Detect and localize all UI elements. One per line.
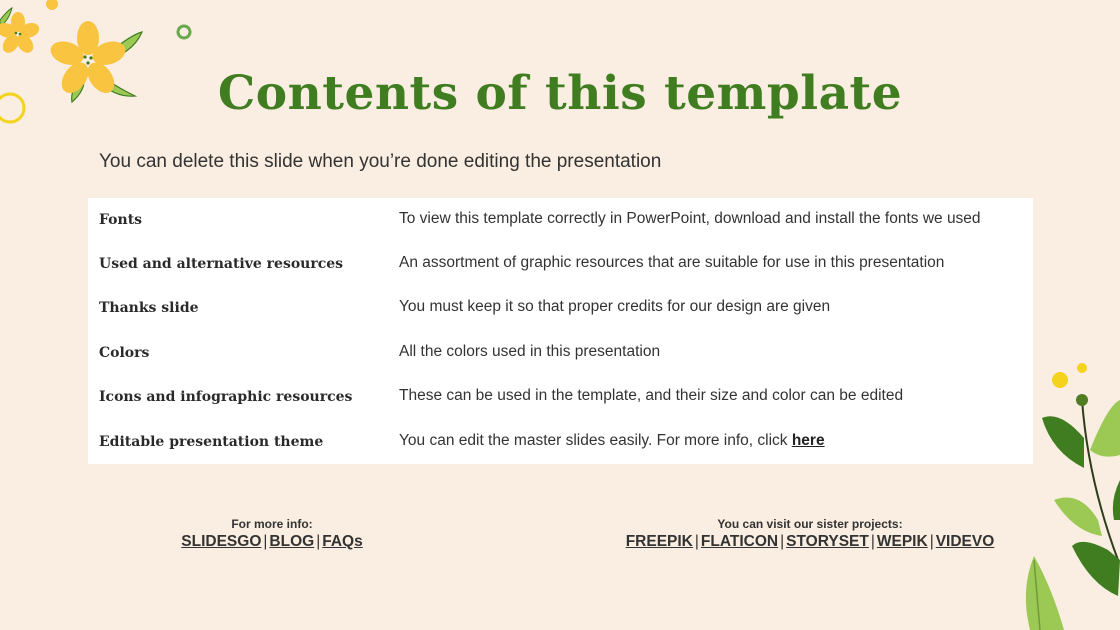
row-description: These can be used in the template, and their size and color can be edited xyxy=(399,387,904,404)
wepik-link[interactable]: WEPIK xyxy=(876,533,928,550)
row-label: Used and alternative resources xyxy=(99,256,344,272)
row-label: Editable presentation theme xyxy=(99,434,324,450)
table-row xyxy=(88,375,1033,419)
videvo-link[interactable]: VIDEVO xyxy=(935,533,995,550)
slidesgo-link[interactable]: SLIDESGO xyxy=(181,533,262,550)
faqs-link[interactable]: FAQs xyxy=(322,533,363,550)
row-label: Colors xyxy=(99,345,150,361)
flaticon-link[interactable]: FLATICON xyxy=(700,533,779,550)
row-label: Fonts xyxy=(99,212,143,228)
footer-heading: For more info: xyxy=(231,517,313,531)
footer-links: SLIDESGO | BLOG | FAQs xyxy=(181,533,363,550)
footer-more-info xyxy=(172,517,372,551)
freepik-link[interactable]: FREEPIK xyxy=(625,533,693,550)
table-row xyxy=(88,420,1033,464)
table-row xyxy=(88,331,1033,375)
table-row xyxy=(88,242,1033,286)
page-subtitle: You can delete this slide when you’re done editing the presentation xyxy=(99,151,662,172)
row-description: All the colors used in this presentation xyxy=(399,343,661,360)
blog-link[interactable]: BLOG xyxy=(269,533,315,550)
footer-sister-projects xyxy=(600,517,1020,551)
table-row xyxy=(88,286,1033,330)
row-description xyxy=(399,432,825,450)
footer-heading: You can visit our sister projects: xyxy=(717,517,903,531)
row-description: An assortment of graphic resources that are suitable for use in this presentation xyxy=(399,254,945,271)
row-description: You must keep it so that proper credits for our design are given xyxy=(399,298,831,315)
page-title: Contents of this template xyxy=(217,66,903,121)
storyset-link[interactable]: STORYSET xyxy=(786,533,869,550)
footer-links: FREEPIK | FLATICON | STORYSET | WEPIK | VIDEVO xyxy=(625,533,995,550)
table-row xyxy=(88,198,1033,242)
here-link[interactable]: here xyxy=(791,432,825,449)
row-label: Icons and infographic resources xyxy=(99,389,353,405)
contents-table xyxy=(88,198,1033,464)
row-description: To view this template correctly in PowerPoint, download and install the fonts we used xyxy=(399,210,981,227)
ring-decoration-icon xyxy=(174,22,194,42)
row-label: Thanks slide xyxy=(99,300,199,316)
row-description-text: You can edit the master slides easily. For more info, click xyxy=(399,432,792,449)
